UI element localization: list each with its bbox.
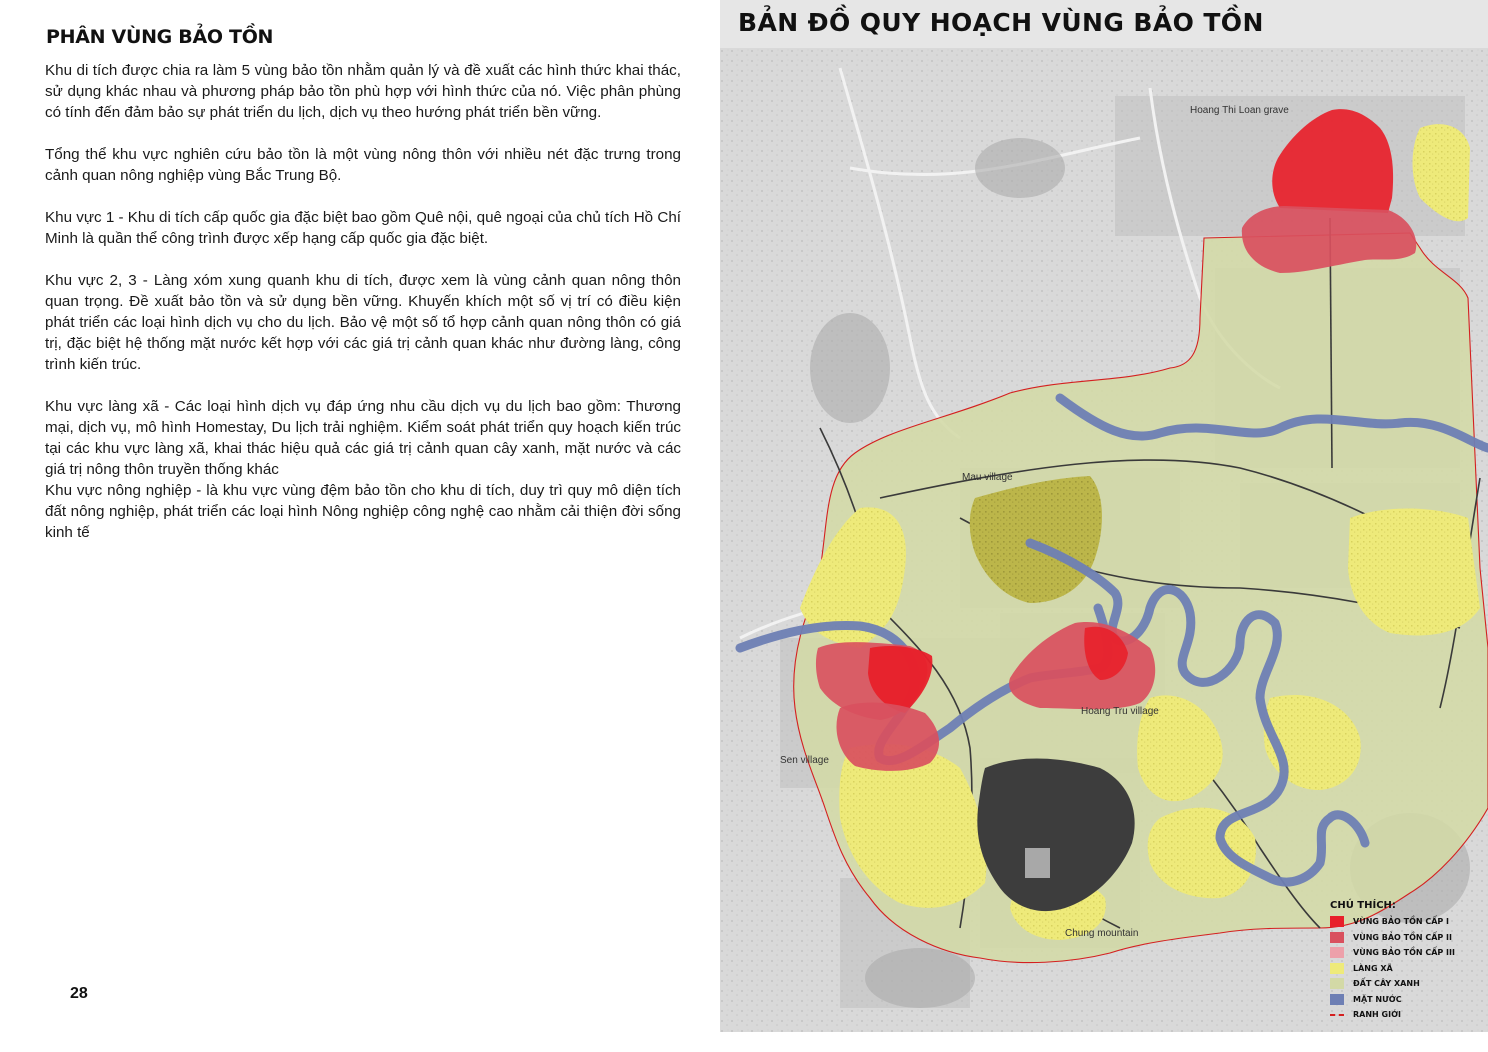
paragraph-rural-area: Tổng thể khu vực nghiên cứu bảo tồn là một vùng nông thôn với nhiều nét đặc trưng trong cảnh quan nông nghiệp vùng Bắc Trung Bộ. bbox=[45, 146, 681, 184]
paragraph-village-zone: Khu vực làng xã - Các loại hình dịch vụ đáp ứng nhu cầu dịch vụ du lịch bao gồm: Thương mại, dịch vụ, mô hình Homestay, Du lịch trải nghiệm. Kiểm soát phát triển quy hoạch kiến trúc tại các khu vực làng xã, khai thác hiệu quả các giá trị cảnh quan cây xanh, mặt nước và các giá trị nông thôn truyền thống khác bbox=[45, 398, 681, 478]
paragraph-zone-2-3: Khu vực 2, 3 - Làng xóm xung quanh khu di tích, được xem là vùng cảnh quan nông thôn quan trọng. Đề xuất bảo tồn và sử dụng bền vững. Khuyến khích một số vị trí có điều kiện phát triển các loại hình dịch vụ cho du lịch. Bảo vệ một số tổ hợp cảnh quan nông thôn có giá trị, đặc biệt hệ thống mặt nước kết hợp với các giá trị cảnh quan khác như đường làng, công trình kiến trúc. bbox=[45, 272, 681, 373]
mountain-monument bbox=[1025, 848, 1050, 878]
conservation-zone-level-2-south-west bbox=[836, 703, 939, 771]
paragraph-agriculture-zone: Khu vực nông nghiệp - là khu vực vùng đệm bảo tồn cho khu di tích, duy trì quy mô diện tích đất nông nghiệp, phát triển các loại hình Nông nghiệp công nghệ cao nhằm cải thiện đời sống kinh tế bbox=[45, 482, 681, 541]
left-page bbox=[0, 0, 720, 1052]
legend-label-village: LÀNG XÃ bbox=[1353, 963, 1393, 973]
legend-swatch-green-space bbox=[1330, 978, 1344, 989]
legend-title: CHÚ THÍCH: bbox=[1330, 900, 1396, 911]
right-page bbox=[720, 0, 1488, 1052]
legend-item-green-space bbox=[1330, 976, 1480, 992]
legend-item-level-3 bbox=[1330, 945, 1480, 961]
label-mau-village: Mau village bbox=[962, 472, 1013, 483]
legend-swatch-village bbox=[1330, 963, 1344, 974]
legend-label-boundary: RANH GIỚI bbox=[1353, 1010, 1402, 1020]
legend-item-level-2 bbox=[1330, 930, 1480, 946]
map-legend bbox=[1330, 900, 1480, 1023]
label-hoang-tru-village: Hoang Tru village bbox=[1081, 706, 1159, 717]
map-title: BẢN ĐỒ QUY HOẠCH VÙNG BẢO TỒN bbox=[738, 8, 1264, 37]
legend-swatch-level-2 bbox=[1330, 932, 1344, 943]
map-title-bar bbox=[720, 0, 1488, 48]
legend-item-boundary bbox=[1330, 1007, 1480, 1023]
legend-swatch-boundary bbox=[1330, 1014, 1344, 1016]
body-text bbox=[45, 60, 681, 543]
village-east bbox=[1348, 509, 1480, 636]
legend-label-water: MẶT NƯỚC bbox=[1353, 994, 1402, 1004]
legend-label-level-2: VÙNG BẢO TỒN CẤP II bbox=[1353, 932, 1453, 942]
legend-item-village bbox=[1330, 961, 1480, 977]
legend-item-level-1 bbox=[1330, 914, 1480, 930]
legend-label-level-1: VÙNG BẢO TỒN CẤP I bbox=[1353, 917, 1450, 927]
legend-label-green-space: ĐẤT CÂY XANH bbox=[1353, 979, 1420, 989]
label-sen-village: Sen village bbox=[780, 755, 829, 766]
legend-swatch-level-1 bbox=[1330, 916, 1344, 927]
section-title: PHÂN VÙNG BẢO TỒN bbox=[46, 26, 274, 48]
conservation-map bbox=[720, 48, 1488, 1032]
paragraph-zone-1: Khu vực 1 - Khu di tích cấp quốc gia đặc biệt bao gồm Quê nội, quê ngoại của chủ tích Hồ Chí Minh là quần thể công trình được xếp hạng cấp quốc gia đặc biệt. bbox=[45, 209, 681, 247]
legend-item-water bbox=[1330, 992, 1480, 1008]
legend-label-level-3: VÙNG BẢO TỒN CẤP III bbox=[1353, 948, 1455, 958]
paragraph-overview: Khu di tích được chia ra làm 5 vùng bảo tồn nhằm quản lý và đề xuất các hình thức khai thác, sử dụng khác nhau và phương pháp bảo tồn phù hợp với hình thức của nó. Việc phân phùng có tính đến đảm bảo sự phát triển du lịch, dịch vụ theo hướng phát triển bền vững. bbox=[45, 62, 681, 121]
label-hoang-thi-loan-grave: Hoang Thi Loan grave bbox=[1190, 105, 1289, 116]
label-chung-mountain: Chung mountain bbox=[1065, 928, 1139, 939]
legend-swatch-level-3 bbox=[1330, 947, 1344, 958]
legend-swatch-water bbox=[1330, 994, 1344, 1005]
page-number: 28 bbox=[70, 985, 88, 1002]
